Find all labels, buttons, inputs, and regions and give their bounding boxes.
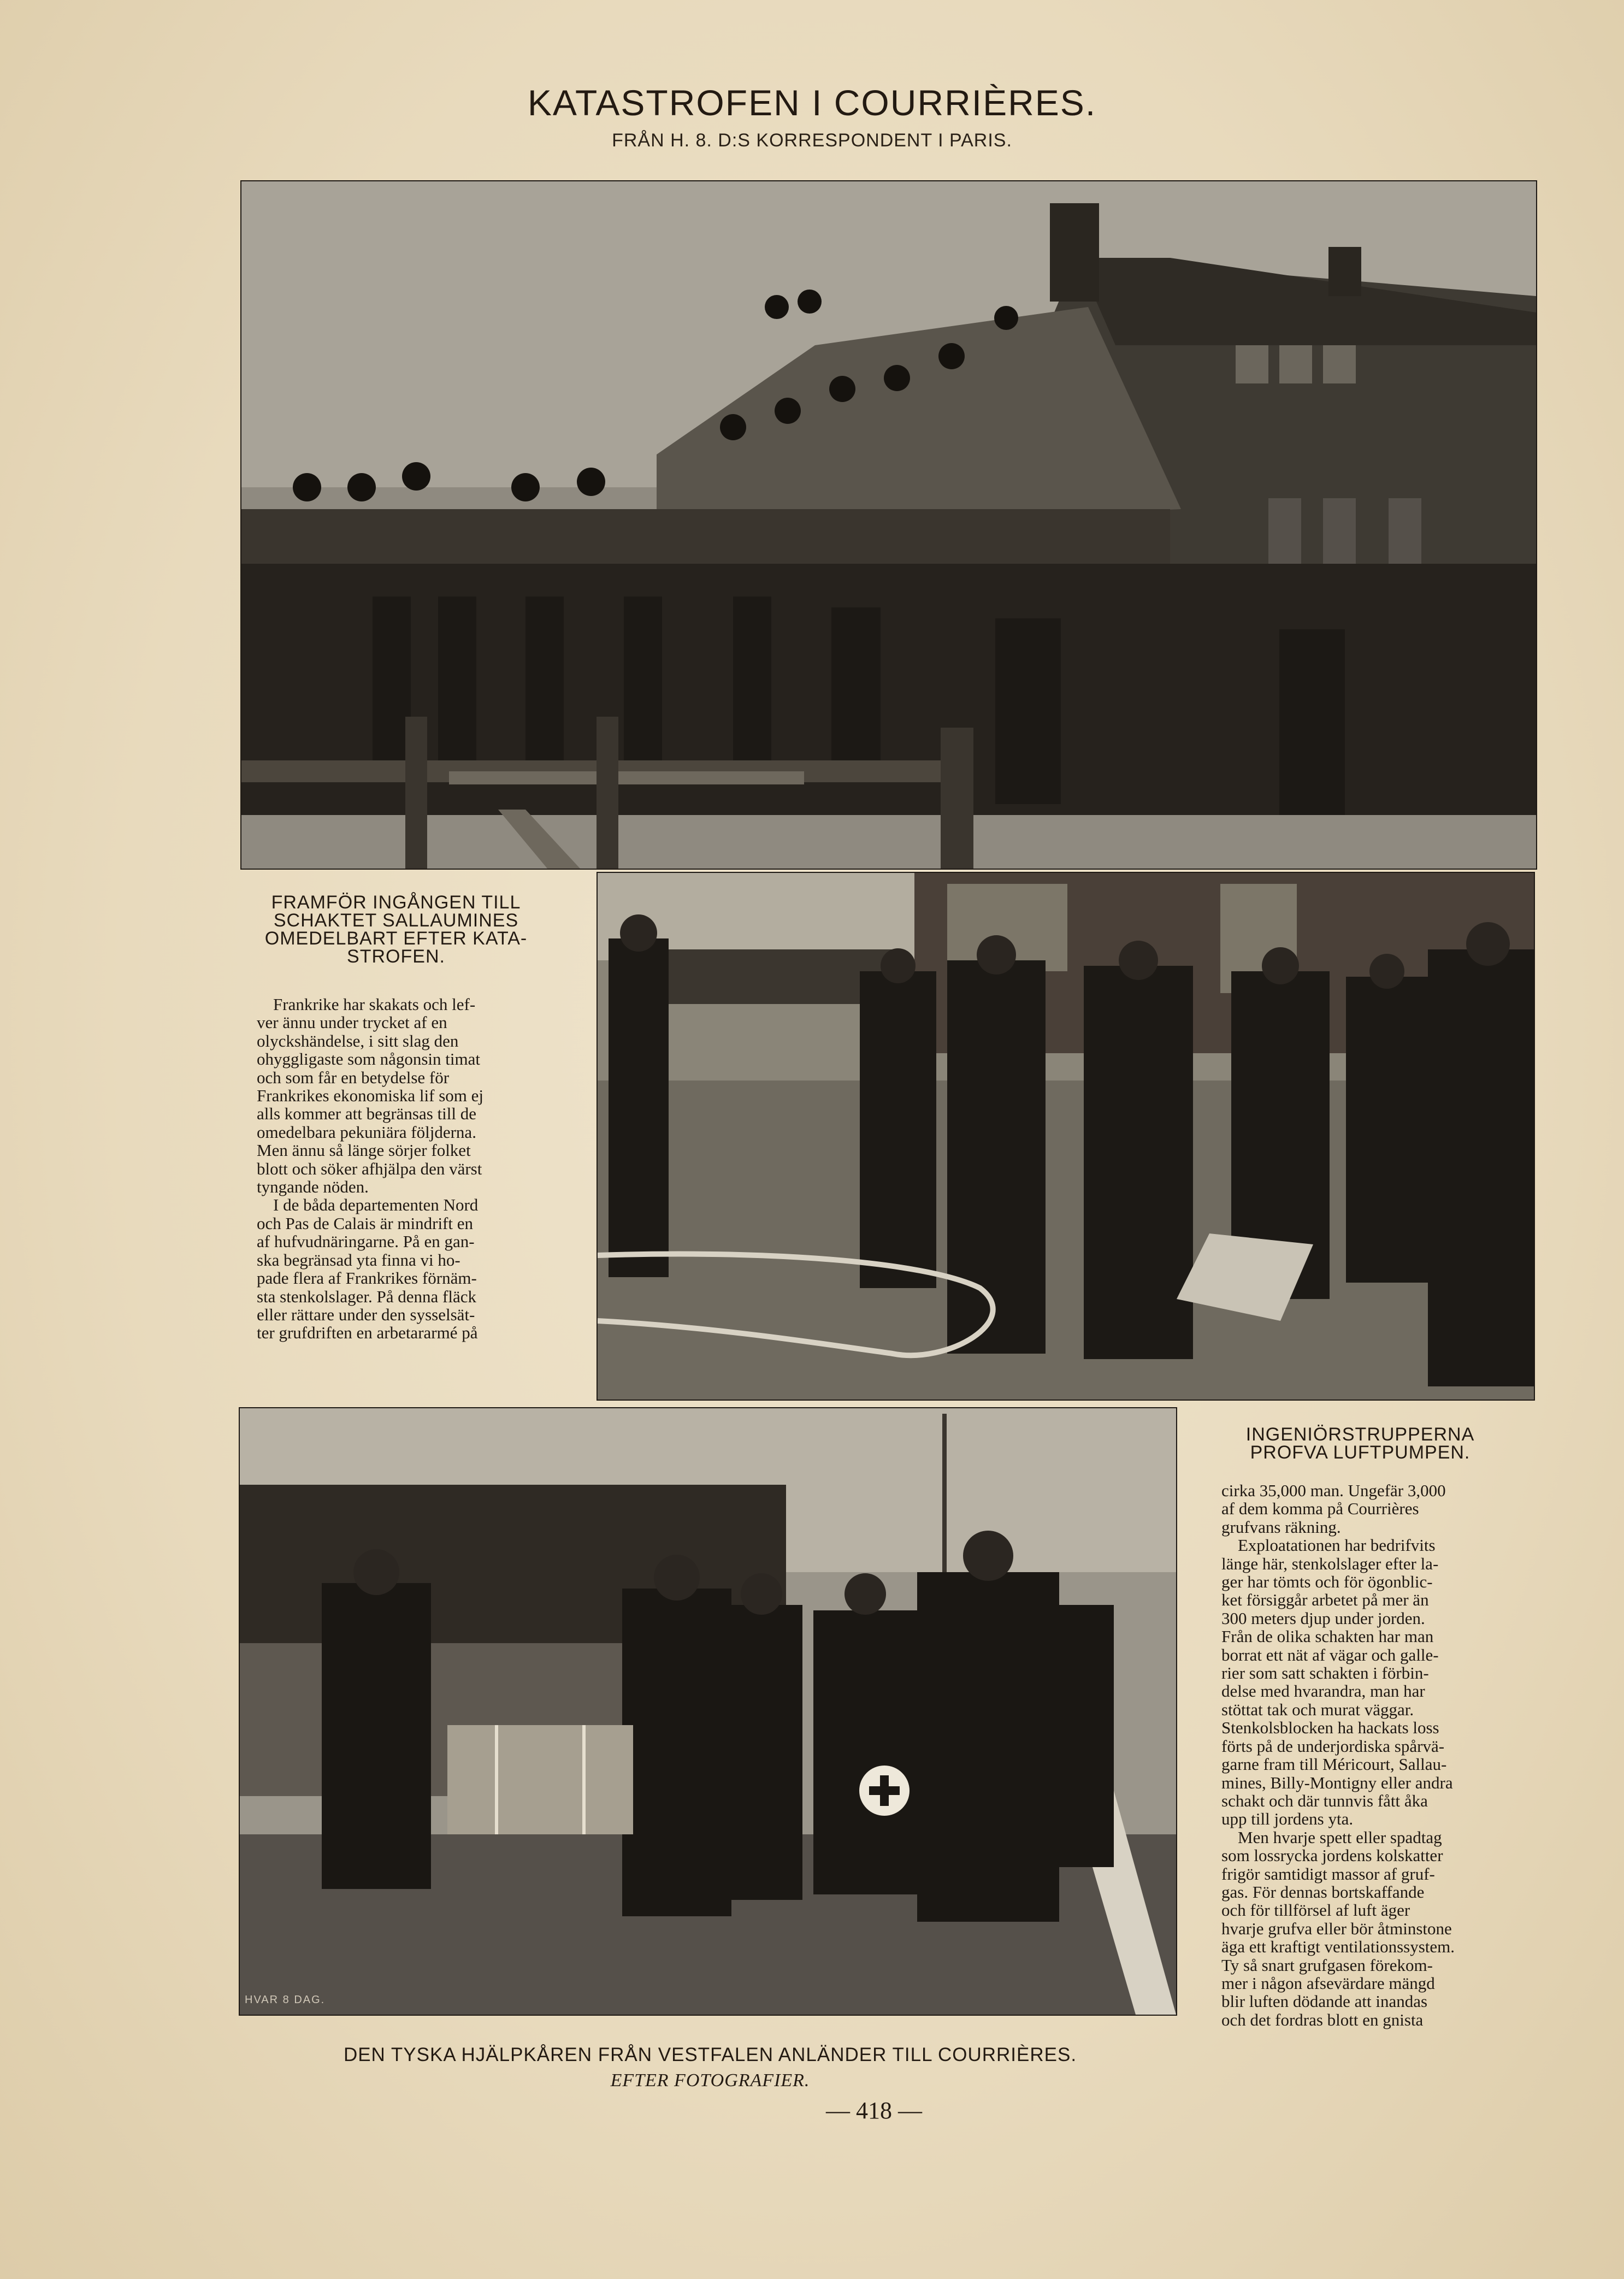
text-line: Stenkolsblocken ha hackats loss	[1221, 1718, 1439, 1738]
text-line: Frankrikes ekonomiska lif som ej	[257, 1086, 483, 1106]
text-line: cirka 35,000 man. Ungefär 3,000	[1221, 1481, 1446, 1500]
text-line: som lossrycka jordens kolskatter	[1221, 1846, 1443, 1865]
caption-line: FRAMFÖR INGÅNGEN TILL	[271, 892, 521, 913]
text-line: rier som satt schakten i förbin-	[1221, 1663, 1429, 1683]
text-line: 300 meters djup under jorden.	[1221, 1608, 1425, 1628]
text-line: Men ännu så länge sörjer folket	[257, 1141, 471, 1160]
page-number: — 418 —	[826, 2097, 922, 2124]
caption-line: SCHAKTET SALLAUMINES	[273, 910, 519, 931]
caption-crowd-photo	[240, 894, 552, 966]
text-line: ter grufdriften en arbetararmé på	[257, 1323, 478, 1343]
photo-rescue-image	[240, 1408, 1176, 2015]
text-line: grufvans räkning.	[1221, 1517, 1341, 1537]
text-line: tyngande nöden.	[257, 1177, 369, 1197]
text-line: af hufvudnäringarne. På en gan-	[257, 1232, 475, 1251]
text-line: och det fordras blott en gnista	[1221, 2010, 1424, 2029]
page-subtitle: FRÅN H. 8. D:S KORRESPONDENT I PARIS.	[612, 130, 1012, 151]
text-line: gas. För dennas bortskaffande	[1221, 1882, 1425, 1902]
text-line: upp till jordens yta.	[1221, 1809, 1354, 1829]
text-line: alls kommer att begränsas till de	[257, 1104, 477, 1124]
text-line: förts på de underjordiska spårvä-	[1221, 1736, 1445, 1756]
caption-line: INGENIÖRSTRUPPERNA	[1245, 1424, 1475, 1445]
text-line: delse med hvarandra, man har	[1221, 1681, 1425, 1701]
photo-crowd-image	[241, 181, 1536, 869]
text-line: och Pas de Calais är mindrift en	[257, 1213, 474, 1233]
text-line: af dem komma på Courrières	[1221, 1499, 1419, 1519]
photo-watermark: HVAR 8 DAG.	[245, 1994, 326, 2006]
photo-engineers-image	[598, 873, 1534, 1400]
text-line: stöttat tak och murat väggar.	[1221, 1699, 1414, 1719]
text-line: I de båda departementen Nord	[273, 1195, 479, 1215]
text-line: mines, Billy-Montigny eller andra	[1221, 1773, 1453, 1792]
caption-line: STROFEN.	[347, 946, 445, 967]
article-left-column	[257, 995, 552, 1342]
text-line: garne fram till Méricourt, Sallau-	[1221, 1755, 1447, 1774]
text-line: Men hvarje spett eller spadtag	[1238, 1827, 1442, 1847]
text-line: pade flera af Frankrikes förnäm-	[257, 1268, 477, 1288]
text-line: ger har tömts och för ögonblic-	[1221, 1572, 1433, 1592]
text-line: hvarje grufva eller bör åtminstone	[1221, 1918, 1452, 1938]
text-line: schakt och där tunnvis fått åka	[1221, 1791, 1428, 1810]
text-line: blott och söker afhjälpa den värst	[257, 1159, 482, 1178]
text-line: Från de olika schakten har man	[1221, 1627, 1434, 1646]
text-line: blir luften dödande att inandas	[1221, 1992, 1428, 2011]
text-line: mer i någon afsevärdare mängd	[1221, 1973, 1435, 1993]
text-line: olyckshändelse, i sitt slag den	[257, 1031, 459, 1050]
text-line: Frankrike har skakats och lef-	[273, 995, 476, 1014]
text-line: äga ett kraftigt ventilationssystem.	[1221, 1937, 1455, 1957]
text-line: länge här, stenkolslager efter la-	[1221, 1554, 1439, 1573]
caption-rescue-photo: DEN TYSKA HJÄLPKÅREN FRÅN VESTFALEN ANLÄNDER TILL COURRIÈRES.	[343, 2044, 1077, 2065]
text-line: ket försiggår arbetet på mer än	[1221, 1590, 1429, 1610]
text-line: ohyggligaste som någonsin timat	[257, 1049, 480, 1069]
caption-line: PROFVA LUFTPUMPEN.	[1250, 1442, 1471, 1463]
text-line: ver ännu under trycket af en	[257, 1013, 447, 1032]
photo-credit: EFTER FOTOGRAFIER.	[610, 2070, 810, 2091]
caption-engineers-photo	[1185, 1426, 1535, 1462]
text-line: ska begränsad yta finna vi ho-	[257, 1250, 460, 1270]
page-title: KATASTROFEN I COURRIÈRES.	[527, 82, 1097, 123]
text-line: borrat ett nät af vägar och galle-	[1221, 1645, 1439, 1664]
text-line: omedelbara pekuniära följderna.	[257, 1122, 476, 1142]
photo-german-rescue-team	[239, 1407, 1177, 2016]
photo-crowd-at-shaft	[240, 180, 1537, 870]
text-line: sta stenkolslager. På denna fläck	[257, 1286, 477, 1306]
caption-line: OMEDELBART EFTER KATA-	[264, 928, 528, 949]
text-line: frigör samtidigt massor af gruf-	[1221, 1864, 1435, 1884]
photo-engineer-troops	[597, 872, 1535, 1401]
text-line: eller rättare under den sysselsät-	[257, 1304, 475, 1324]
article-right-column	[1221, 1481, 1535, 2029]
text-line: Ty så snart grufgasen förekom-	[1221, 1955, 1433, 1975]
text-line: Exploatationen har bedrifvits	[1238, 1536, 1436, 1555]
text-line: och som får en betydelse för	[257, 1067, 450, 1087]
text-line: och för tillförsel af luft äger	[1221, 1900, 1410, 1920]
